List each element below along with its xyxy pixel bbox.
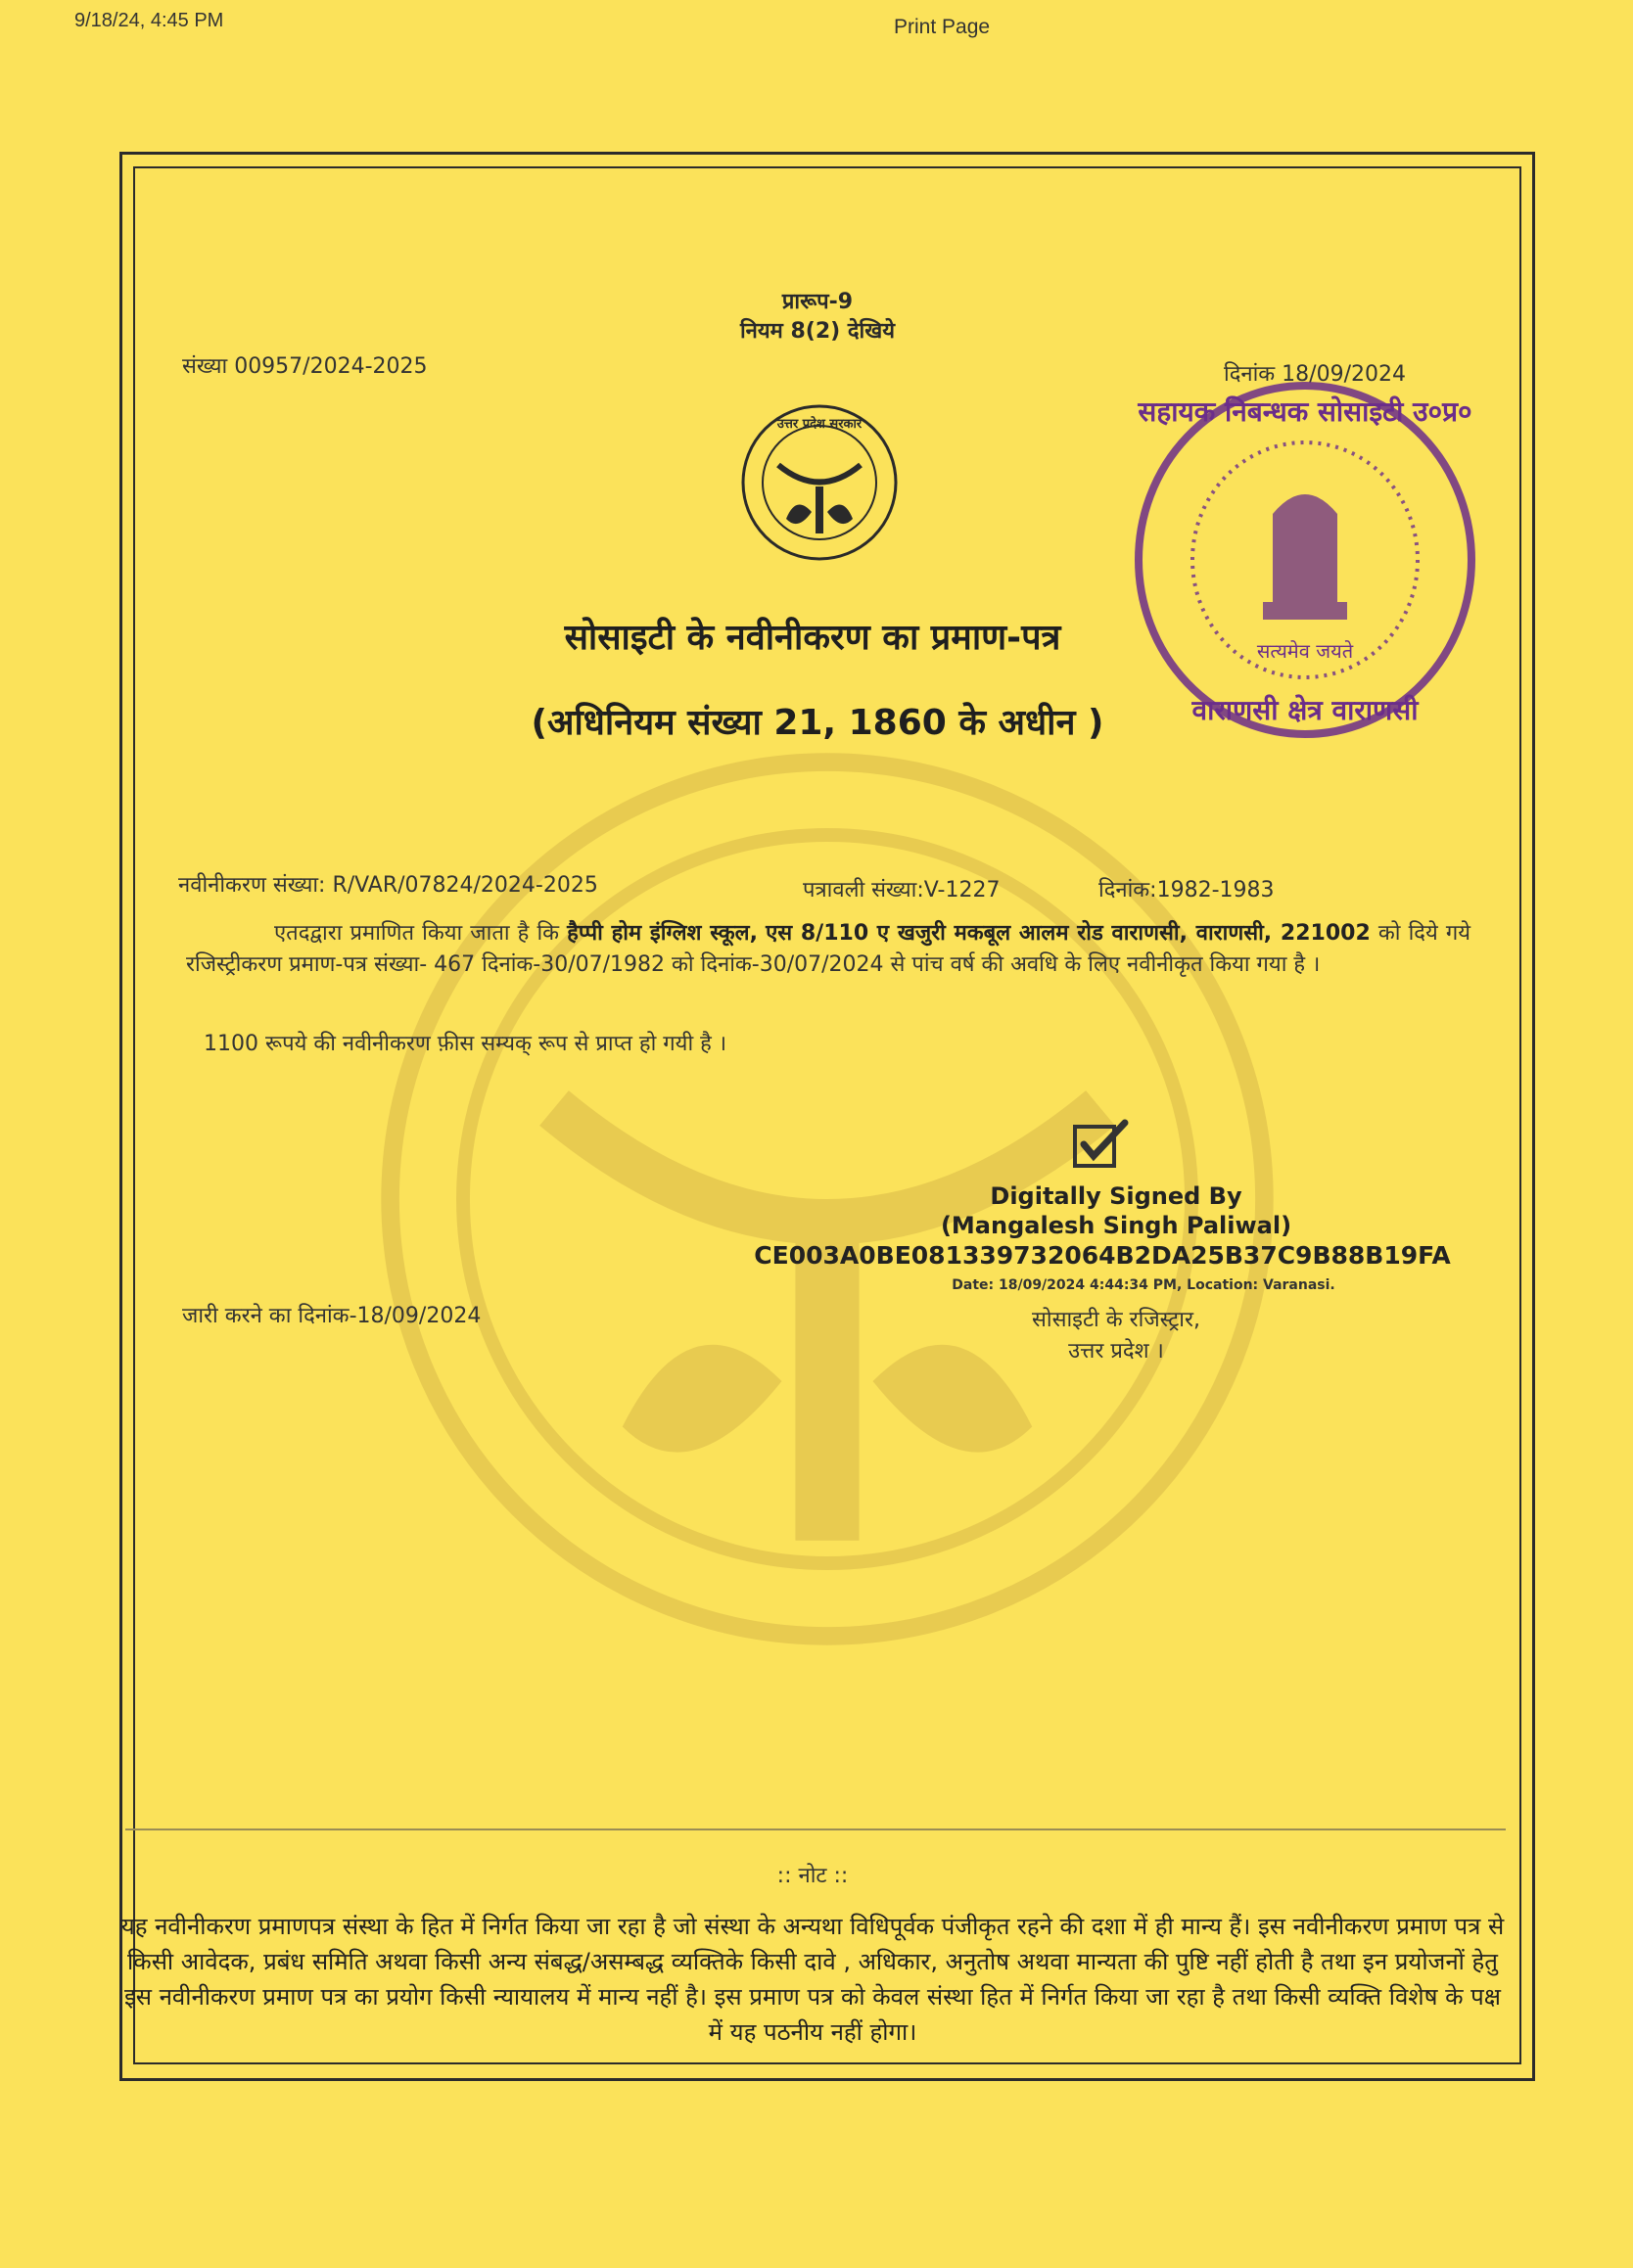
society-name: हैप्पी होम इंग्लिश स्कूल, xyxy=(567,921,758,946)
signature-hash: CE003A0BE081339732064B2DA25B37C9B88B19FA xyxy=(754,1241,1451,1270)
form-number: प्रारूप-9 xyxy=(781,290,854,314)
note-divider xyxy=(125,1828,1506,1830)
certificate-subtitle: (अधिनियम संख्या 21, 1860 के अधीन ) xyxy=(531,703,1104,743)
print-timestamp: 9/18/24, 4:45 PM xyxy=(74,10,224,31)
certificate-date: दिनांक 18/09/2024 xyxy=(1224,362,1406,387)
registrar-state: उत्तर प्रदेश । xyxy=(1068,1339,1164,1364)
note-text: यह नवीनीकरण प्रमाणपत्र संस्था के हित में निर्गत किया जा रहा है जो संस्था के अन्यथा विधिपूर्वक पंजीकृत रहने की दशा में ही मान्य हैं। इस नवीनीकरण प्रमाण पत्र से किसी आवेदक, प्रबंध समिति अथवा किसी अन्य संबद्ध/असम्बद्ध व्यक्तिके किसी दावे , अधिकार, अनुतोष अथवा मान्यता की पुष्टि नहीं होती है तथा इन प्रयोजनों हेतु इस नवीनीकरण प्रमाण पत्र का प्रयोग किसी न्यायालय में मान्य नहीं है। इस प्रमाण पत्र को केवल संस्था हित में निर्गत किया जा रहा है तथा किसी व्यक्ति विशेष के पक्ष में यह पठनीय नहीं होगा। xyxy=(120,1913,1505,2046)
issue-date: जारी करने का दिनांक-18/09/2024 xyxy=(182,1304,482,1328)
official-seal-stamp xyxy=(1126,372,1483,749)
society-address: एस 8/110 ए खजुरी मकबूल आलम रोड वाराणसी, वाराणसी, 221002 xyxy=(766,921,1371,946)
certificate-body xyxy=(186,918,1470,981)
emblem-text: उत्तर प्रदेश सरकार xyxy=(776,417,863,432)
signature-meta: Date: 18/09/2024 4:44:34 PM, Location: Varanasi. xyxy=(952,1277,1335,1293)
rule-reference: नियम 8(2) देखिये xyxy=(739,319,895,344)
file-date: दिनांक:1982-1983 xyxy=(1098,878,1275,903)
file-number: पत्रावली संख्या:V-1227 xyxy=(803,878,1001,903)
checkbox-checked-icon xyxy=(1072,1119,1131,1170)
seal-top-text: सहायक निबन्धक सोसाइटी उ०प्र० xyxy=(1138,395,1472,428)
seal-motto: सत्यमेव जयते xyxy=(1256,639,1354,663)
signer-name: (Mangalesh Singh Paliwal) xyxy=(940,1212,1292,1239)
note-heading: :: नोट :: xyxy=(776,1864,849,1888)
body-intro: एतदद्वारा प्रमाणित किया जाता है कि xyxy=(274,921,560,946)
fee-received-line: 1100 रूपये की नवीनीकरण फ़ीस सम्यक् रूप से प्राप्त हो गयी है । xyxy=(204,1032,727,1056)
up-government-emblem-icon xyxy=(739,396,901,568)
certificate-title: सोसाइटी के नवीनीकरण का प्रमाण-पत्र xyxy=(564,618,1061,658)
seal-bottom-text: वाराणसी क्षेत्र वाराणसी xyxy=(1191,694,1419,726)
digital-signature-label: Digitally Signed By xyxy=(990,1182,1242,1210)
registrar-title: सोसाइटी के रजिस्ट्रार, xyxy=(1032,1308,1200,1332)
print-page-title: Print Page xyxy=(894,16,991,38)
body-rest: को दिये गये रजिस्ट्रीकरण प्रमाण-पत्र संख्या- 467 दिनांक-30/07/1982 को दिनांक-30/07/2024 से पांच वर्ष की अवधि के लिए नवीनीकृत किया गया है । xyxy=(186,921,1470,977)
renewal-number: नवीनीकरण संख्या: R/VAR/07824/2024-2025 xyxy=(178,873,598,898)
reference-number: संख्या 00957/2024-2025 xyxy=(182,354,428,379)
